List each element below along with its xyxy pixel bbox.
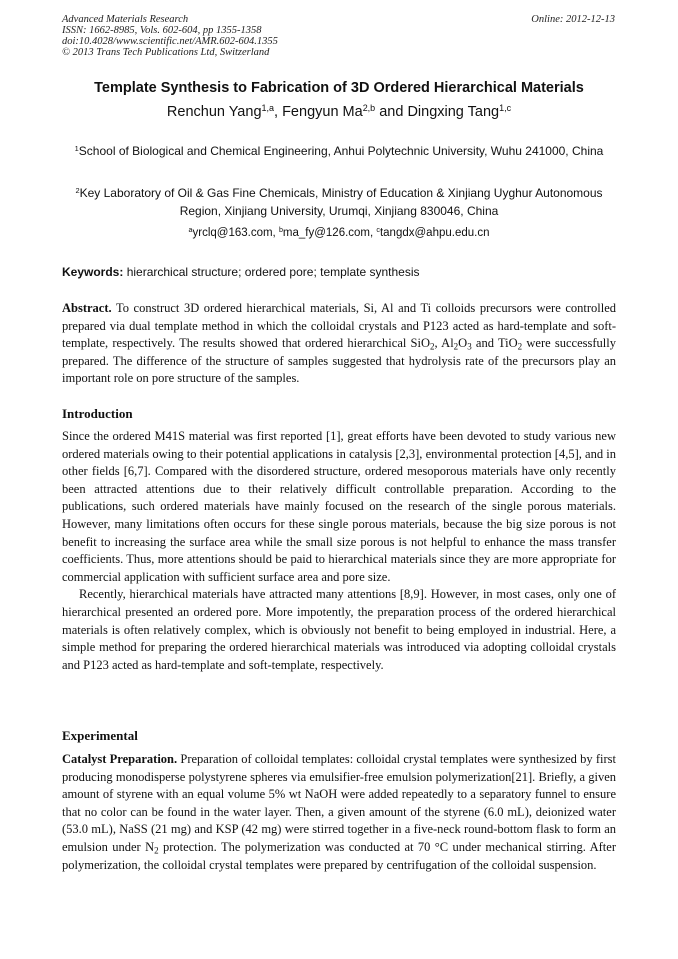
keywords-label: Keywords: bbox=[62, 265, 124, 279]
introduction-paragraph-2: Recently, hierarchical materials have attracted many attentions [8,9]. However, in most cases, only one of hierarchical presented an ordered pore. More impotently, the preparation process of the ordered hierarchical materials is often relatively complex, which is obviously not benefit to being employed in industrial. Here, a simple method for preparing the ordered hierarchical materials was introduced via adopting colloidal crystals and P123 acted as hard-template and soft-template, respectively. bbox=[62, 587, 616, 672]
affiliation-text: School of Biological and Chemical Engineering, Anhui Polytechnic University, Wuhu 241000, China bbox=[78, 144, 604, 158]
author-name: Renchun Yang bbox=[166, 104, 262, 120]
email-list bbox=[0, 226, 678, 240]
section-heading-introduction: Introduction bbox=[62, 406, 133, 421]
abstract-text: were successfully prepared. The difference of the structure of samples suggested that hydrolysis rate of the precursors play an important role on pore structure of the samples. bbox=[62, 336, 616, 386]
email-mark: b bbox=[278, 226, 283, 235]
section-heading-experimental: Experimental bbox=[62, 728, 138, 743]
author-name: Fengyun Ma bbox=[282, 104, 363, 120]
email-mark: c bbox=[376, 226, 380, 235]
affiliation-mark: 1 bbox=[74, 143, 79, 153]
abstract-text: O bbox=[458, 336, 468, 351]
email-address[interactable]: yrclq@163.com bbox=[192, 227, 273, 239]
paper-title: Template Synthesis to Fabrication of 3D Ordered Hierarchical Materials bbox=[94, 80, 584, 96]
doi-line: doi:10.4028/www.scientific.net/AMR.602-604.1355 bbox=[62, 36, 278, 47]
affiliation-2 bbox=[62, 184, 616, 220]
abstract-text: To construct 3D ordered hierarchical materials, Si, Al and Ti colloids precursors were controlled prepared via dual template method in which the colloidal crystals and P123 acted as hard-template and soft-template, respectively. The results showed that ordered hierarchical SiO bbox=[62, 301, 616, 351]
subscript: 2 bbox=[517, 341, 523, 352]
issn-line: ISSN: 1662-8985, Vols. 602-604, pp 1355-1358 bbox=[62, 25, 262, 36]
affiliation-1 bbox=[62, 142, 616, 160]
author-separator: , bbox=[274, 104, 283, 120]
abstract-label: Abstract. bbox=[62, 301, 112, 315]
keywords bbox=[62, 265, 616, 279]
abstract bbox=[62, 300, 616, 388]
author-affiliation-mark: 1,a bbox=[261, 103, 275, 114]
journal-header bbox=[62, 14, 615, 58]
affiliation-mark: 2 bbox=[75, 185, 80, 195]
experimental-body bbox=[62, 751, 616, 874]
experimental-paragraph bbox=[62, 751, 616, 874]
subsection-lead: Catalyst Preparation. bbox=[62, 752, 178, 766]
abstract-text: and TiO bbox=[471, 336, 518, 351]
email-mark: a bbox=[188, 226, 193, 235]
author-affiliation-mark: 2,b bbox=[362, 103, 376, 114]
author-affiliation-mark: 1,c bbox=[499, 103, 512, 114]
email-address[interactable]: ma_fy@126.com bbox=[282, 227, 371, 239]
email-separator: , bbox=[272, 227, 279, 239]
subscript: 2 bbox=[430, 341, 435, 352]
abstract-paragraph bbox=[62, 300, 616, 388]
copyright-line: © 2013 Trans Tech Publications Ltd, Switzerland bbox=[62, 47, 270, 58]
email-separator: , bbox=[370, 227, 377, 239]
keywords-text: hierarchical structure; ordered pore; template synthesis bbox=[123, 265, 420, 279]
author-name: Dingxing Tang bbox=[407, 104, 500, 120]
author-list bbox=[0, 103, 678, 121]
introduction-paragraph-1: Since the ordered M41S material was first reported [1], great efforts have been devoted to study various new ordered materials owing to their potential applications in catalysis [2,3], environmental protection [4,5], and in other fields [6,7]. Compared with the disordered structure, ordered mesoporous materials have only recently been attracted attentions due to their relatively difficult controllable preparation. According to the publications, such ordered materials have mainly focused on the research of the single porous materials. However, many limitations often occurs for these single porous materials, because the big size porous is not benefit to increasing the surface area while the small size porous is not helpful to enhance the mass transfer coefficients. Thus, more attentions should be paid to hierarchical materials since they are more appropriate for commercial application with sufficient surface area and pore size. bbox=[62, 429, 616, 584]
affiliation-text: Key Laboratory of Oil & Gas Fine Chemicals, Ministry of Education & Xinjiang Uyghur Autonomous Region, Xinjiang University, Urumqi, Xinjiang 830046, China bbox=[79, 186, 603, 218]
online-date: Online: 2012-12-13 bbox=[531, 14, 615, 25]
experimental-text: protection. The polymerization was conducted at 70 °C under mechanical stirring. After polymerization, the colloidal crystal templates were prepared by centrifugation of the colloidal suspension. bbox=[62, 839, 616, 872]
abstract-text: , Al bbox=[434, 336, 454, 351]
email-address[interactable]: tangdx@ahpu.edu.cn bbox=[379, 227, 490, 239]
introduction-body bbox=[62, 428, 616, 674]
author-separator: and bbox=[375, 104, 408, 120]
subscript: 2 bbox=[453, 341, 459, 352]
subscript: 2 bbox=[154, 845, 159, 856]
journal-name: Advanced Materials Research bbox=[62, 14, 189, 25]
experimental-text: Preparation of colloidal templates: colloidal crystal templates were synthesized by first producing monodisperse polystyrene spheres via emulsifier-free emulsion polymerization[21]. Briefly, a given amount of styrene with an equal volume 5% wt NaOH were added repeatedly to a separatory funnel to ensure that no color can be found in the water layer. Then, a given amount of the styrene (6.0 mL), deionized water (53.0 mL), NaSS (21 mg) and KSP (42 mg) were stirred together in a five-neck round-bottom flask to form an emulsion under N bbox=[62, 752, 616, 854]
subscript: 3 bbox=[467, 341, 472, 352]
